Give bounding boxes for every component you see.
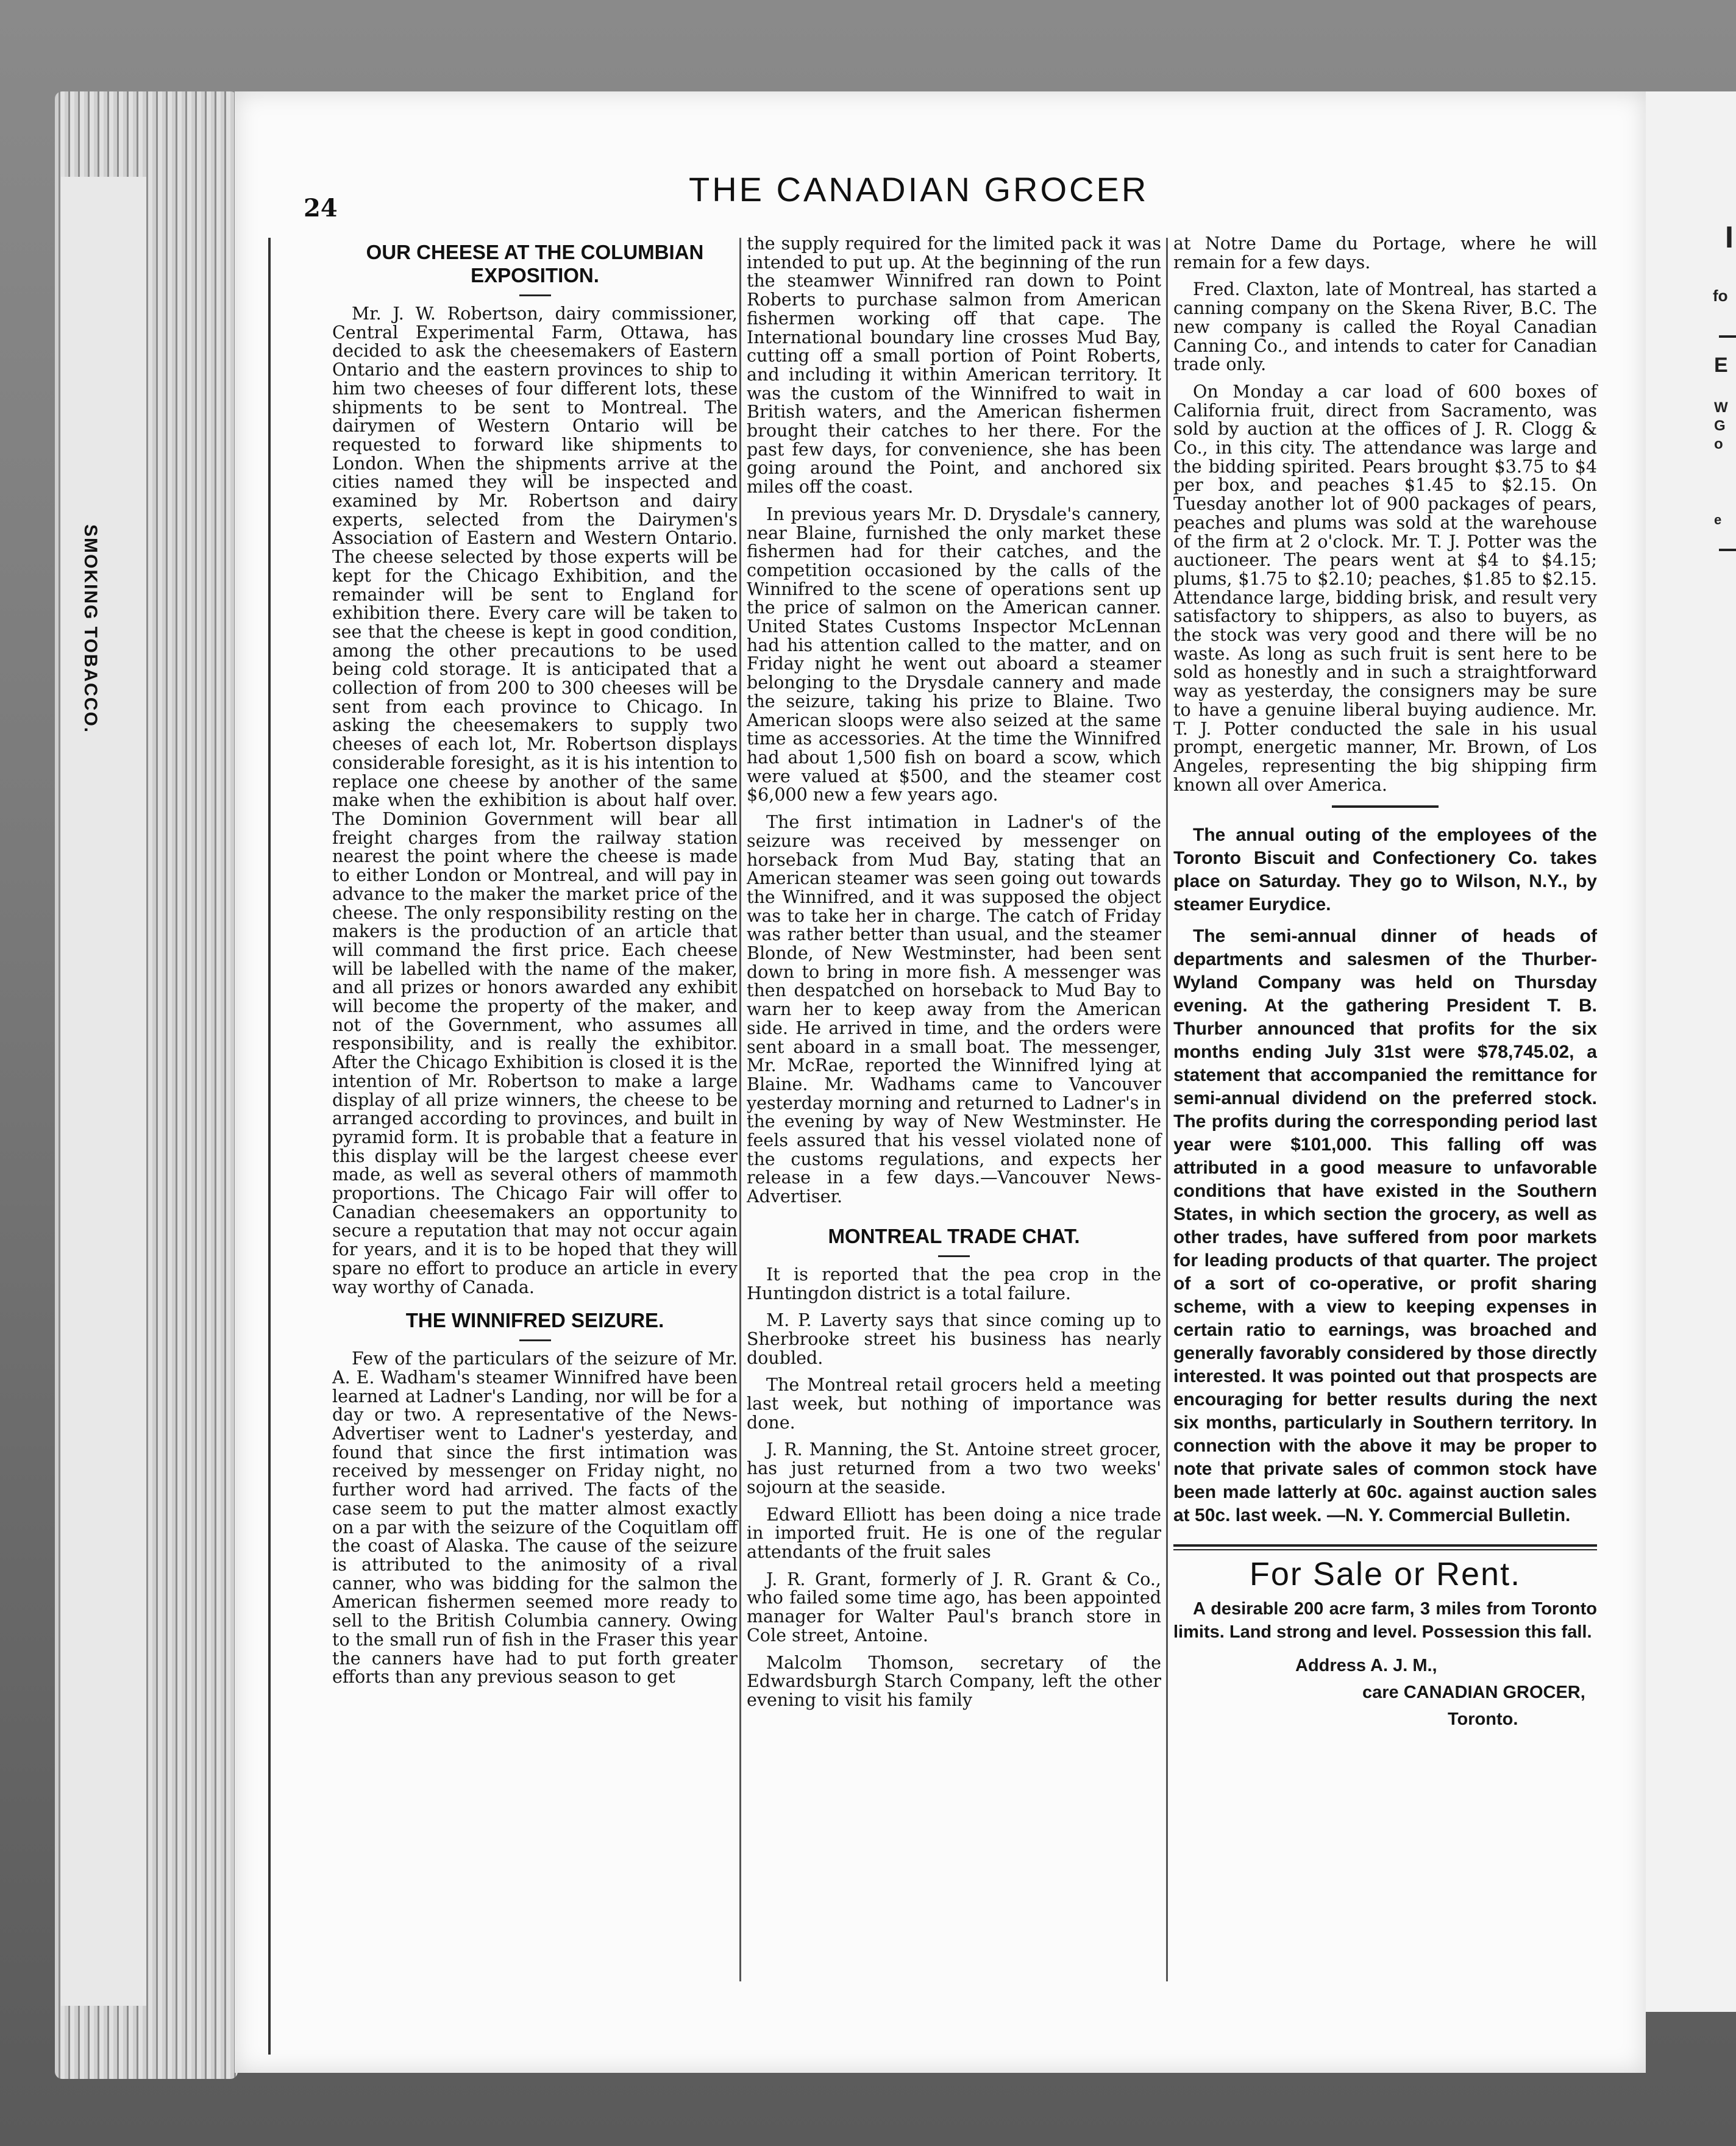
advertisement-address: Address A. J. M.,	[1295, 1656, 1437, 1676]
montreal-item: The Montreal retail grocers held a meeting last week, but nothing of importance was done.	[747, 1375, 1161, 1433]
montreal-item: Malcolm Thomson, secretary of the Edwardsburgh Starch Company, left the other evening to visit his family	[747, 1652, 1161, 1710]
adjacent-fragment: G	[1714, 418, 1726, 434]
article-cheese-body: Mr. J. W. Robertson, dairy commissioner, Central Experimental Farm, Ottawa, has decided to ask the cheesemakers of Eastern Ontario and the eastern provinces to ship to him two cheeses of four different lots, these shipments to be sent to Montreal. The dairymen of Western Ontario will be requested to forward like shipments to London. When the shipments arrive at the cities named they will be inspected and examined by Mr. Robertson and dairy experts, selected from the Dairymen's Association of Eastern and Western Ontario. The cheese selected by those experts will be kept for the Chicago Exhibition, and the remainder will be sent to England for exhibition there. Every care will be taken to see that the cheese is kept in good condition, among the other precautions to be used being cold storage. It is anticipated that a collection of from 200 to 300 cheeses will be sent from each province to Chicago. In asking the cheesemakers to supply two cheeses of each lot, Mr. Robertson displays considerable foresight, as it is his intention to replace one cheese by another of the same make when the exhibition is about half over. The Dominion Government will bear all freight charges from the railway station nearest the point where the cheese is made to either London or Montreal, and will pay in advance to the maker the market price of the cheese. The only responsibility resting on the makers is the production of an article that will command the first price. Each cheese will be labelled with the name of the maker, and all prizes or honors awarded any exhibit will become the property of the maker, and not of the Government, who assumes all responsibility, and is really the exhibitor. After the Chicago Exhibition is closed it is the intention of Mr. Robertson to make a large display of all prize winners, the cheese to be arranged according to provinces, and built in pyramid form. It is probable that a feature in this display will be the largest cheese ever made, as well as several others of mammoth proportions. The Chicago Fair will offer to Canadian cheesemakers an opportunity to secure a reputation that may not occur again for years, and it is to be hoped that they will spare no effort to produce an article in every way worthy of Canada.	[332, 304, 738, 1297]
advertisement-body: A desirable 200 acre farm, 3 miles from Toronto limits. Land strong and level. Possession this fall.	[1173, 1599, 1597, 1642]
section-rule	[1332, 805, 1439, 808]
montreal-item: Edward Elliott has been doing a nice trade in imported fruit. He is one of the regular attendants of the fruit sales	[747, 1504, 1161, 1562]
page-number: 24	[304, 194, 338, 223]
montreal-item: J. R. Manning, the St. Antoine street grocer, has just returned from a two two weeks' sojourn at the seaside.	[747, 1439, 1161, 1497]
news-item-outing: The annual outing of the employees of the Toronto Biscuit and Confectionery Co. takes place on Saturday. They go to Wilson, N.Y., by steamer Eurydice.	[1173, 825, 1597, 915]
advertisement-address: Toronto.	[1448, 1709, 1518, 1730]
adjacent-fragment: o	[1714, 436, 1723, 452]
news-item: On Monday a car load of 600 boxes of California fruit, direct from Sacramento, was sold by auction at the offices of J. R. Clogg & Co., in this city. The attendance was large and the bidding spirited. Pears brought $3.75 to $4 per box, and peaches $1.45 to $2.15. On Tuesday another lot of 900 packages of pears, peaches and plums was sold at the warehouse of the firm at 2 o'clock. Mr. T. J. Potter was the auctioneer. The pears went at $4 to $4.15; plums, $1.75 to $2.10; peaches, $1.85 to $2.15. Attendance large, bidding brisk, and result very satisfactory to shippers, as also to buyers, as the stock was very good and there will be no waste. As long as such fruit is sent here to be sold as honestly and in such a straightforward way as yesterday, the consigners may be sure to have a genuine liberal buying audience. Mr. T. J. Potter conducted the sale in his usual prompt, energetic manner, Mr. Brown, of Los Angeles, representing the big shipping firm known all over America.	[1173, 381, 1597, 795]
adjacent-rule	[1719, 549, 1736, 551]
adjacent-fragment: e	[1714, 512, 1722, 527]
adjacent-fragment: I	[1725, 220, 1734, 254]
headline-dash	[519, 294, 551, 296]
spine-label: SMOKING TOBACCO.	[80, 524, 101, 734]
advertisement-address: care CANADIAN GROCER,	[1362, 1683, 1585, 1703]
column-1	[332, 235, 738, 1695]
winnifred-paragraph: In previous years Mr. D. Drysdale's cannery, near Blaine, furnished the only market these fishermen had for their catches, and the competition occasioned by the calls of the Winnifred to the scene of operations sent up the price of salmon on the American canner. United States Customs Inspector McLennan had his attention called to the matter, and on Friday night he went out aboard a steamer belonging to the Drysdale cannery and made the seizure, taking his prize to Blaine. Two American sloops were also seized at the same time as accessories. At the time the Winnifred had about 1,500 fish on board a scow, which were valued at $500, and the steamer cost $6,000 new a few years ago.	[747, 504, 1161, 805]
masthead-title: THE CANADIAN GROCER	[689, 170, 1149, 209]
adjacent-fragment: W	[1714, 399, 1728, 416]
news-item-thurber: The semi-annual dinner of heads of departments and salesmen of the Thurber-Wyland Company was held on Thursday evening. At the gathering President T. B. Thurber announced that profits for the six months ending July 31st were $78,745.02, a statement that accompanied the remittance for semi-annual dividend on the preferred stock. The profits during the corresponding period last year were $101,000. This falling off was attributed in a good measure to unfavorable conditions that have existed in the Southern States, in which section the grocery, as well as other trades, have suffered from poor markets for leading products of that quarter. The project of a sort of co-operative, or profit sharing scheme, with a view to keeping expenses in certain ratio to earnings, was broached and generally favorably considered by those directly interested. It was pointed out that prospects are encouraging for better results during the next six months, particularly in Southern territory. In connection with the above it may be proper to note that private sales of common stock have been made latterly at 60c. against auction sales at 50c. last week. —N. Y. Commercial Bulletin.	[1173, 926, 1597, 1526]
headline-montreal: MONTREAL TRADE CHAT.	[828, 1224, 1080, 1247]
column-2	[747, 235, 1161, 1719]
montreal-item: J. R. Grant, formerly of J. R. Grant & Co., who failed some time ago, has been appointed manager for Walter Paul's branch store in Cole street, Antoine.	[747, 1569, 1161, 1645]
advertisement-rule	[1173, 1544, 1597, 1550]
page-left-border	[268, 238, 271, 2055]
adjacent-page	[1646, 91, 1736, 2012]
adjacent-fragment: fo	[1713, 287, 1728, 305]
montreal-continued: at Notre Dame du Portage, where he will remain for a few days.	[1173, 233, 1597, 273]
adjacent-fragment: E	[1714, 354, 1728, 377]
winnifred-continued: the supply required for the limited pack it was intended to put up. At the beginning of the run the steamwer Winnifred ran down to Point Roberts to purchase salmon from American fishermen working off that cape. The International boundary line crosses Mud Bay, cutting off a small portion of Point Roberts, and including it within American territory. It was the custom of the Winnifred to wait in British waters, and the American fishermen brought their catches to her there. For the past few days, for convenience, she has been going around the Point, and anchored six miles off the coast.	[747, 233, 1161, 497]
montreal-item: It is reported that the pea crop in the Huntingdon district is a total failure.	[747, 1264, 1161, 1303]
headline-dash	[519, 1339, 551, 1341]
winnifred-paragraph: The first intimation in Ladner's of the seizure was received by messenger on horseback from Mud Bay, stating that an American steamer was seen going out towards the Winnifred, and it was supposed the object was to take her in charge. The catch of Friday was rather better than usual, and the steamer Blonde, of New Westminster, had been sent down to bring in more fish. A messenger was then despatched on horseback to Mud Bay to warn her to keep away from the American side. He arrived in time, and the orders were sent aboard in a small boat. The messenger, Mr. McRae, reported the Winnifred lying at Blaine. Mr. Wadhams came to Vancouver yesterday morning and returned to Ladner's in the evening by way of New Westminster. He feels assured that his vessel violated none of the customs regulations, and expects her release in a few days.—Vancouver News-Advertiser.	[747, 812, 1161, 1207]
column-divider	[739, 238, 741, 1981]
headline-winnifred: THE WINNIFRED SEIZURE.	[405, 1309, 664, 1332]
column-divider	[1166, 238, 1168, 1981]
column-3	[1173, 235, 1597, 1733]
advertisement-title: For Sale or Rent.	[1249, 1556, 1521, 1593]
article-winnifred-body: Few of the particulars of the seizure of Mr. A. E. Wadham's steamer Winnifred have been learned at Ladner's Landing, nor will be for a day or two. A representative of the News-Advertiser went to Ladner's yesterday, and found that since the first intimation was received by messenger on Friday night, no further word had arrived. The facts of the case seem to put the matter almost exactly on a par with the seizure of the Coquitlam off the coast of Alaska. The cause of the seizure is attributed to the animosity of a rival canner, who was bidding for the salmon the American fishermen seemed more ready to sell to the British Columbia cannery. Owing to the small run of fish in the Fraser this year the canners have had to put forth greater efforts than any previous season to get	[332, 1349, 738, 1688]
montreal-item: M. P. Laverty says that since coming up to Sherbrooke street his business has nearly doubled.	[747, 1310, 1161, 1368]
news-item: Fred. Claxton, late of Montreal, has started a canning company on the Skena River, B.C. The new company is called the Royal Canadian Canning Co., and intends to cater for Canadian trade only.	[1173, 279, 1597, 375]
headline-cheese: OUR CHEESE AT THE COLUMBIAN EXPOSITION.	[366, 241, 704, 287]
spine-strip	[61, 177, 146, 2006]
headline-dash	[938, 1255, 970, 1257]
adjacent-rule	[1719, 335, 1736, 338]
